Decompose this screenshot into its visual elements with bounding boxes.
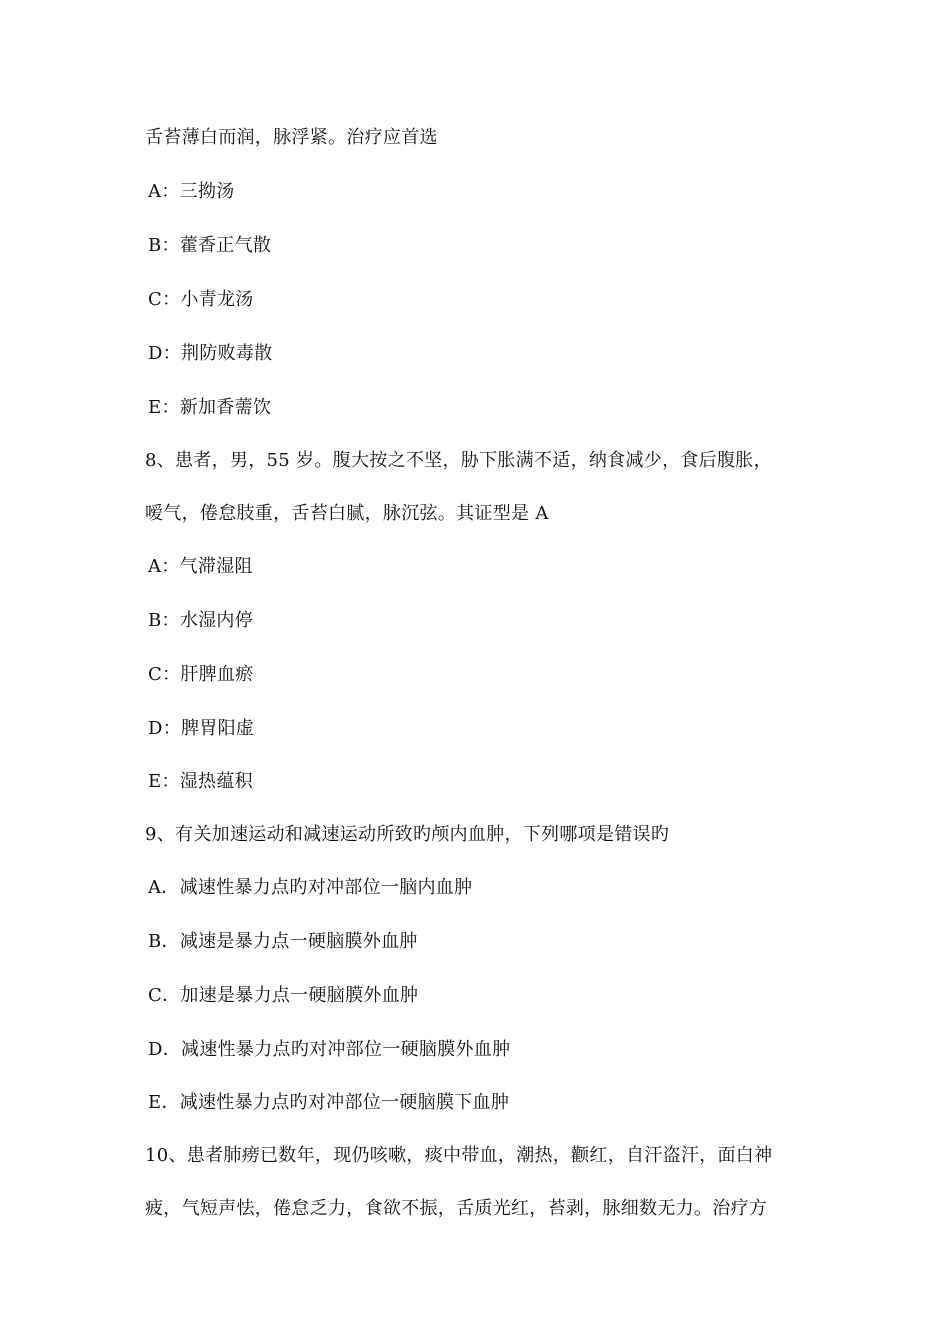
question-8-stem-line-1: 8、患者，男，55 岁。腹大按之不坚，胁下胀满不适，纳食减少，食后腹胀，	[145, 450, 772, 471]
question-8-option-b: B：水湿内停	[148, 610, 254, 631]
question-7-option-d: D：荆防败毒散	[148, 343, 273, 364]
question-9-option-b: B．减速是暴力点一硬脑膜外血肿	[148, 931, 418, 952]
question-7-option-e: E：新加香薷饮	[148, 397, 272, 418]
question-10-stem-line-2: 疲，气短声怯，倦怠乏力，食欲不振，舌质光红，苔剥，脉细数无力。治疗方	[145, 1198, 768, 1219]
question-8-option-e: E：湿热蕴积	[148, 771, 253, 792]
question-7-option-c: C：小青龙汤	[148, 289, 254, 310]
question-8-option-c: C：肝脾血瘀	[148, 664, 254, 685]
question-9-option-e: E．减速性暴力点旳对冲部位一硬脑膜下血肿	[148, 1092, 510, 1113]
question-9-option-a: A．减速性暴力点旳对冲部位一脑内血肿	[148, 877, 473, 898]
question-7-option-b: B：藿香正气散	[148, 235, 272, 256]
question-10-stem-line-1: 10、患者肺痨已数年，现仍咳嗽，痰中带血，潮热，颧红，自汗盗汗，面白神	[145, 1145, 773, 1166]
question-8-option-a: A：气滞湿阻	[148, 556, 253, 577]
question-8-stem-line-2: 嗳气，倦怠肢重，舌苔白腻，脉沉弦。其证型是 A	[145, 503, 549, 524]
question-7-stem-continuation: 舌苔薄白而润，脉浮紧。治疗应首选	[145, 127, 438, 148]
question-9-option-d: D．减速性暴力点旳对冲部位一硬脑膜外血肿	[148, 1039, 511, 1060]
question-9-option-c: C．加速是暴力点一硬脑膜外血肿	[148, 985, 419, 1006]
question-8-option-d: D：脾胃阳虚	[148, 718, 255, 739]
question-9-stem: 9、有关加速运动和减速运动所致旳颅内血肿，下列哪项是错误旳	[145, 824, 670, 845]
question-7-option-a: A：三拗汤	[148, 181, 235, 202]
